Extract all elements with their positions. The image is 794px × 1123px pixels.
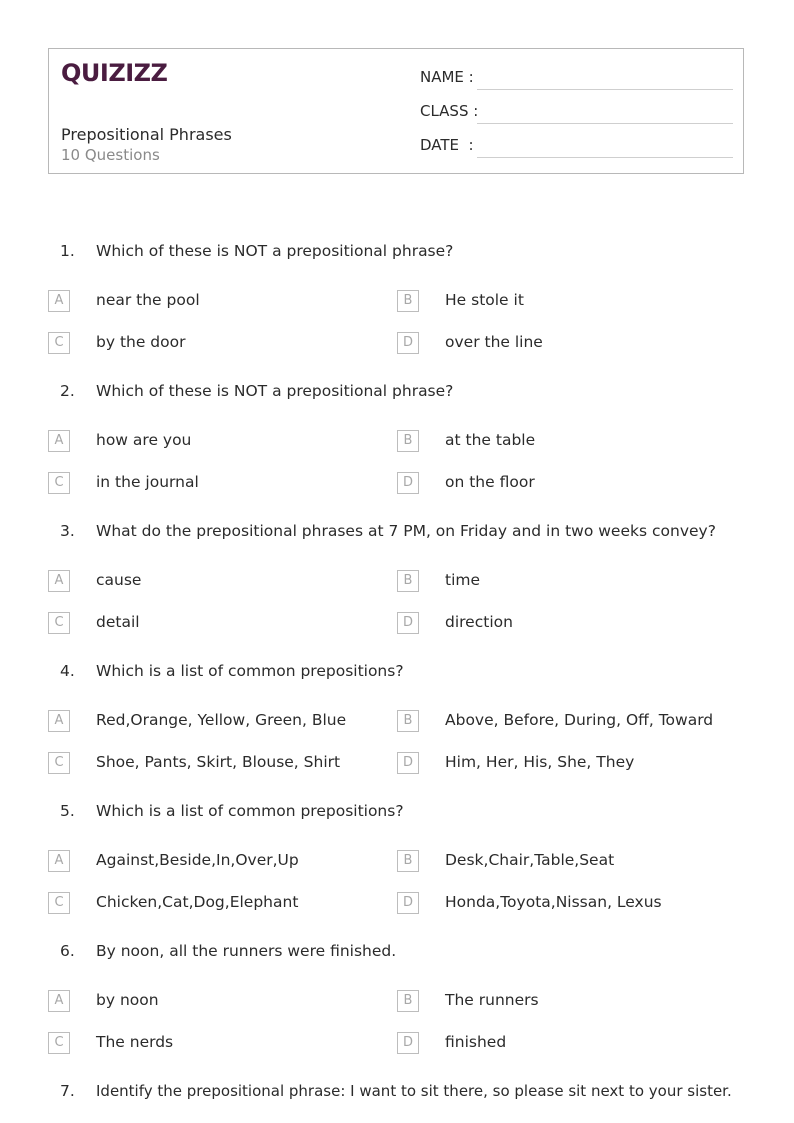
option-a[interactable] xyxy=(48,990,388,1014)
option-text: Against,Beside,In,Over,Up xyxy=(96,851,299,869)
option-c[interactable] xyxy=(48,332,388,356)
option-letter: D xyxy=(397,472,419,494)
question-text: Identify the prepositional phrase: I want to sit there, so please sit next to your sister. xyxy=(96,1082,732,1100)
option-d[interactable] xyxy=(397,1032,737,1056)
option-letter: A xyxy=(48,430,70,452)
option-text: over the line xyxy=(445,333,543,351)
question-2 xyxy=(0,382,794,522)
option-text: at the table xyxy=(445,431,536,449)
option-b[interactable] xyxy=(397,850,737,874)
question-text: What do the prepositional phrases at 7 PM, on Friday and in two weeks convey? xyxy=(96,522,716,540)
option-d[interactable] xyxy=(397,752,737,776)
option-b[interactable] xyxy=(397,430,737,454)
option-text: in the journal xyxy=(96,473,199,491)
question-text: By noon, all the runners were finished. xyxy=(96,942,397,960)
option-letter: D xyxy=(397,752,419,774)
question-text: Which is a list of common prepositions? xyxy=(96,662,404,680)
option-letter: C xyxy=(48,612,70,634)
option-text: Chicken,Cat,Dog,Elephant xyxy=(96,893,299,911)
option-letter: B xyxy=(397,570,419,592)
option-text: how are you xyxy=(96,431,192,449)
option-text: detail xyxy=(96,613,140,631)
option-c[interactable] xyxy=(48,612,388,636)
option-letter: C xyxy=(48,1032,70,1054)
option-text: Shoe, Pants, Skirt, Blouse, Shirt xyxy=(96,753,341,771)
question-count: 10 Questions xyxy=(61,146,160,164)
option-letter: C xyxy=(48,472,70,494)
question-4 xyxy=(0,662,794,802)
option-a[interactable] xyxy=(48,850,388,874)
option-letter: A xyxy=(48,710,70,732)
option-a[interactable] xyxy=(48,290,388,314)
name-label: NAME : xyxy=(420,68,474,86)
option-text: Red,Orange, Yellow, Green, Blue xyxy=(96,711,347,729)
question-5 xyxy=(0,802,794,942)
class-field[interactable] xyxy=(420,102,734,124)
option-text: by the door xyxy=(96,333,186,351)
date-line[interactable] xyxy=(477,157,733,158)
option-text: time xyxy=(445,571,481,589)
option-letter: D xyxy=(397,332,419,354)
worksheet-title: Prepositional Phrases xyxy=(61,125,232,144)
name-field[interactable] xyxy=(420,68,734,90)
question-number: 2. xyxy=(60,382,75,400)
option-letter: D xyxy=(397,1032,419,1054)
date-field[interactable] xyxy=(420,136,734,158)
option-text: cause xyxy=(96,571,142,589)
option-letter: B xyxy=(397,290,419,312)
option-letter: A xyxy=(48,990,70,1012)
question-text: Which of these is NOT a prepositional phrase? xyxy=(96,382,454,400)
option-d[interactable] xyxy=(397,612,737,636)
class-label: CLASS : xyxy=(420,102,479,120)
option-letter: B xyxy=(397,850,419,872)
option-text: Him, Her, His, She, They xyxy=(445,753,635,771)
option-text: Honda,Toyota,Nissan, Lexus xyxy=(445,893,662,911)
option-a[interactable] xyxy=(48,430,388,454)
name-line[interactable] xyxy=(477,89,733,90)
question-text: Which is a list of common prepositions? xyxy=(96,802,404,820)
worksheet-header xyxy=(48,48,744,174)
question-number: 1. xyxy=(60,242,75,260)
option-text: on the floor xyxy=(445,473,535,491)
option-letter: C xyxy=(48,752,70,774)
option-letter: B xyxy=(397,430,419,452)
option-letter: B xyxy=(397,990,419,1012)
option-letter: A xyxy=(48,850,70,872)
question-3 xyxy=(0,522,794,662)
option-b[interactable] xyxy=(397,990,737,1014)
option-text: by noon xyxy=(96,991,159,1009)
question-6 xyxy=(0,942,794,1082)
option-c[interactable] xyxy=(48,1032,388,1056)
option-text: The nerds xyxy=(96,1033,174,1051)
option-text: direction xyxy=(445,613,513,631)
option-letter: C xyxy=(48,892,70,914)
option-letter: A xyxy=(48,290,70,312)
option-letter: D xyxy=(397,892,419,914)
option-b[interactable] xyxy=(397,710,737,734)
option-a[interactable] xyxy=(48,570,388,594)
question-text: Which of these is NOT a prepositional phrase? xyxy=(96,242,454,260)
date-label: DATE : xyxy=(420,136,474,154)
option-letter: B xyxy=(397,710,419,732)
question-number: 7. xyxy=(60,1082,75,1100)
option-d[interactable] xyxy=(397,892,737,916)
option-text: The runners xyxy=(445,991,539,1009)
question-1 xyxy=(0,242,794,382)
option-a[interactable] xyxy=(48,710,388,734)
option-letter: C xyxy=(48,332,70,354)
option-text: near the pool xyxy=(96,291,200,309)
quizizz-logo: QUIZIZZ xyxy=(61,59,168,87)
option-d[interactable] xyxy=(397,472,737,496)
option-text: He stole it xyxy=(445,291,524,309)
option-letter: D xyxy=(397,612,419,634)
class-line[interactable] xyxy=(477,123,733,124)
option-b[interactable] xyxy=(397,570,737,594)
question-7 xyxy=(0,1082,794,1112)
option-letter: A xyxy=(48,570,70,592)
option-c[interactable] xyxy=(48,752,388,776)
question-number: 6. xyxy=(60,942,75,960)
option-text: Above, Before, During, Off, Toward xyxy=(445,711,714,729)
option-d[interactable] xyxy=(397,332,737,356)
option-text: Desk,Chair,Table,Seat xyxy=(445,851,615,869)
question-number: 4. xyxy=(60,662,75,680)
question-number: 3. xyxy=(60,522,75,540)
question-number: 5. xyxy=(60,802,75,820)
option-c[interactable] xyxy=(48,892,388,916)
option-b[interactable] xyxy=(397,290,737,314)
option-c[interactable] xyxy=(48,472,388,496)
option-text: finished xyxy=(445,1033,507,1051)
